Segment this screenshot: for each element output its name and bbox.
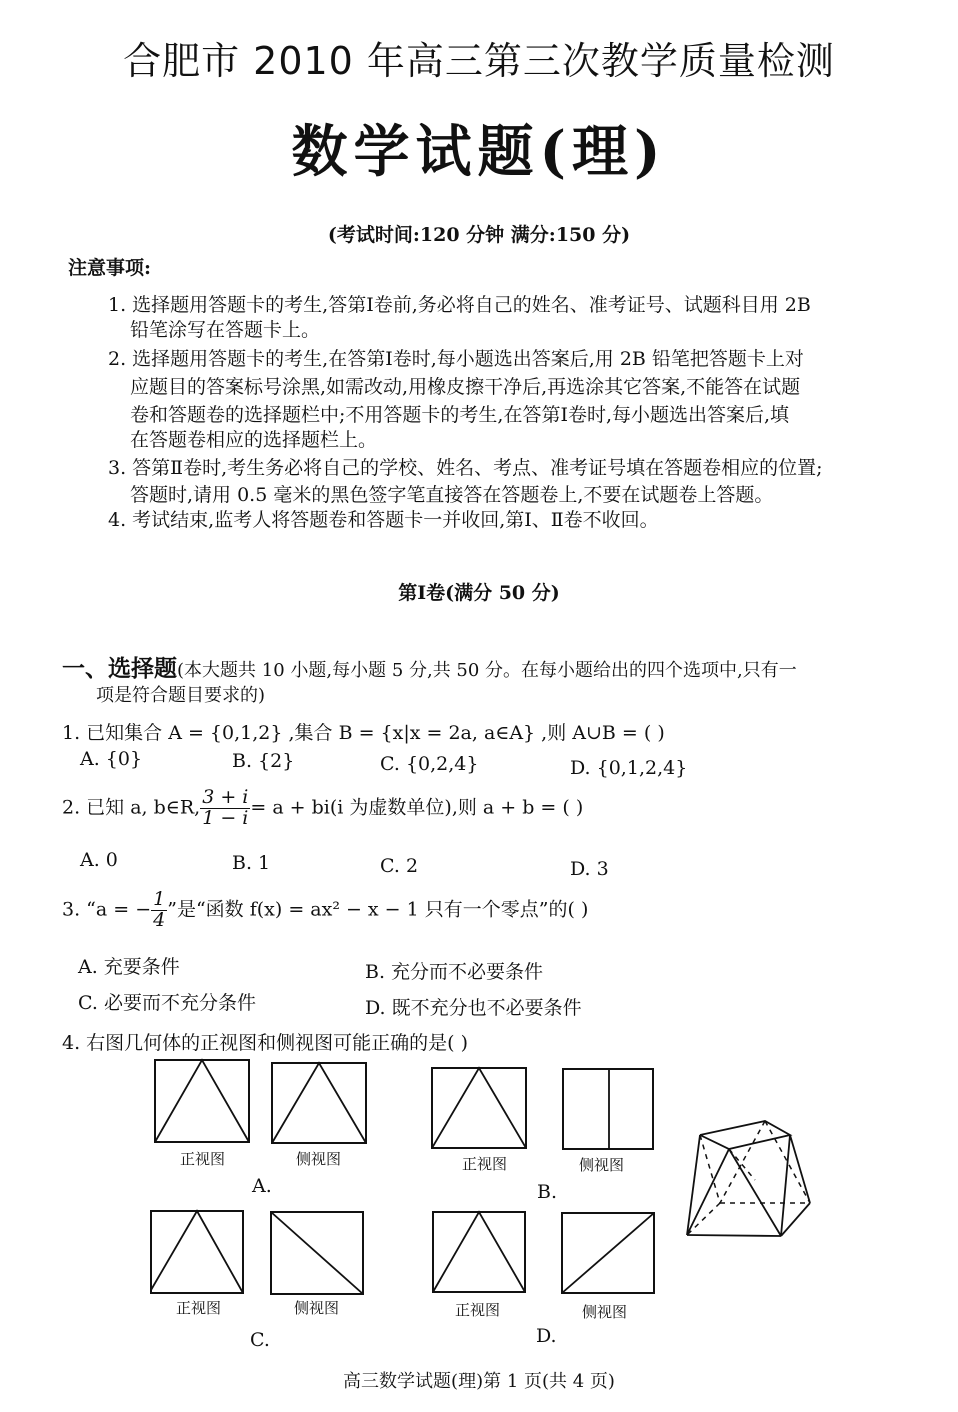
notice-line: 4. 考试结束,监考人将答题卷和答题卡一并收回,第Ⅰ、Ⅱ卷不收回。 [108, 509, 659, 531]
notice-line: 3. 答第Ⅱ卷时,考生务必将自己的学校、姓名、考点、准考证号填在答题卷相应的位置; [108, 457, 823, 479]
q3-option-c: C. 必要而不充分条件 [78, 992, 256, 1014]
q2-frac-num: 3 + i [202, 786, 249, 808]
part-description-cont: 项是符合题目要求的) [96, 685, 266, 706]
option-b-front-view [431, 1067, 527, 1149]
side-view-label: 侧视图 [296, 1150, 342, 1168]
front-view-label: 正视图 [462, 1155, 508, 1173]
side-view-label: 侧视图 [294, 1299, 340, 1317]
notice-heading: 注意事项: [68, 257, 152, 279]
q3-option-d: D. 既不充分也不必要条件 [365, 997, 582, 1019]
q2-stem-pre: 2. 已知 a, b∈R, [62, 796, 201, 819]
option-a-side-view [271, 1062, 367, 1144]
option-b-label: B. [537, 1181, 558, 1203]
notice-line: 2. 选择题用答题卡的考生,在答第Ⅰ卷时,每小题选出答案后,用 2B 铅笔把答题卡上对 [108, 348, 804, 370]
option-a-label: A. [252, 1175, 272, 1197]
option-a-front-view [154, 1059, 250, 1143]
q1-option-d: D. {0,1,2,4} [570, 757, 688, 779]
subject-title: 数学试题(理) [291, 119, 667, 185]
question-2-stem [62, 788, 583, 829]
question-3-stem [62, 890, 588, 931]
side-view-label: 侧视图 [582, 1303, 628, 1321]
side-view-label: 侧视图 [579, 1156, 625, 1174]
front-view-label: 正视图 [176, 1299, 222, 1317]
option-d-side-view [561, 1212, 655, 1294]
notice-line: 铅笔涂写在答题卡上。 [130, 319, 321, 341]
q3-option-b: B. 充分而不必要条件 [365, 961, 544, 983]
q2-option-a: A. 0 [80, 849, 118, 871]
notice-line: 应题目的答案标号涂黑,如需改动,用橡皮擦干净后,再选涂其它答案,不能答在试题 [130, 376, 801, 398]
q3-stem-pre: 3. “a = − [62, 898, 152, 921]
notice-line: 在答题卷相应的选择题栏上。 [130, 429, 378, 451]
option-c-label: C. [250, 1329, 270, 1351]
q2-option-b: B. 1 [232, 852, 271, 874]
notice-line: 1. 选择题用答题卡的考生,答第Ⅰ卷前,务必将自己的姓名、准考证号、试题科目用 2B [108, 294, 811, 316]
q3-frac-den: 4 [153, 908, 166, 931]
notice-line: 答题时,请用 0.5 毫米的黑色签字笔直接答在答题卷上,不要在试题卷上答题。 [130, 484, 774, 506]
q2-frac-den: 1 − i [202, 806, 249, 829]
option-c-front-view [150, 1210, 244, 1294]
q2-option-d: D. 3 [570, 858, 609, 880]
question-4-stem: 4. 右图几何体的正视图和侧视图可能正确的是( ) [62, 1032, 469, 1054]
option-b-side-view [562, 1068, 654, 1150]
page-footer: 高三数学试题(理)第 1 页(共 4 页) [343, 1371, 615, 1392]
q3-stem-post: ”是“函数 f(x) = ax² − x − 1 只有一个零点”的( ) [167, 898, 589, 921]
option-d-label: D. [536, 1325, 557, 1347]
q3-frac-num: 1 [153, 888, 166, 910]
front-view-label: 正视图 [180, 1150, 226, 1168]
option-c-side-view [270, 1211, 364, 1295]
q3-fraction [151, 890, 167, 931]
part-description: (本大题共 10 小题,每小题 5 分,共 50 分。在每小题给出的四个选项中,只有一 [177, 660, 797, 681]
notice-line: 卷和答题卷的选择题栏中;不用答题卡的考生,在答第Ⅰ卷时,每小题选出答案后,填 [130, 404, 790, 426]
part-heading: 一、选择题 [62, 655, 177, 682]
q1-option-b: B. {2} [232, 750, 295, 772]
part-header [62, 650, 797, 683]
question-1-stem: 1. 已知集合 A = {0,1,2} ,集合 B = {x|x = 2a, a∈A} ,则 A∪B = ( ) [62, 722, 665, 744]
q1-option-c: C. {0,2,4} [380, 753, 479, 775]
q2-fraction [200, 788, 250, 829]
q1-option-a: A. {0} [80, 748, 143, 770]
q3-option-a: A. 充要条件 [78, 956, 180, 978]
exam-info: (考试时间:120 分钟 满分:150 分) [327, 224, 631, 246]
front-view-label: 正视图 [455, 1301, 501, 1319]
q2-option-c: C. 2 [380, 855, 419, 877]
solid-figure [680, 1125, 830, 1255]
option-d-front-view [432, 1211, 526, 1293]
q2-stem-post: = a + bi(i 为虚数单位),则 a + b = ( ) [250, 796, 584, 819]
section-title: 第Ⅰ卷(满分 50 分) [398, 582, 560, 604]
exam-header-title: 合肥市 2010 年高三第三次教学质量检测 [123, 39, 835, 83]
